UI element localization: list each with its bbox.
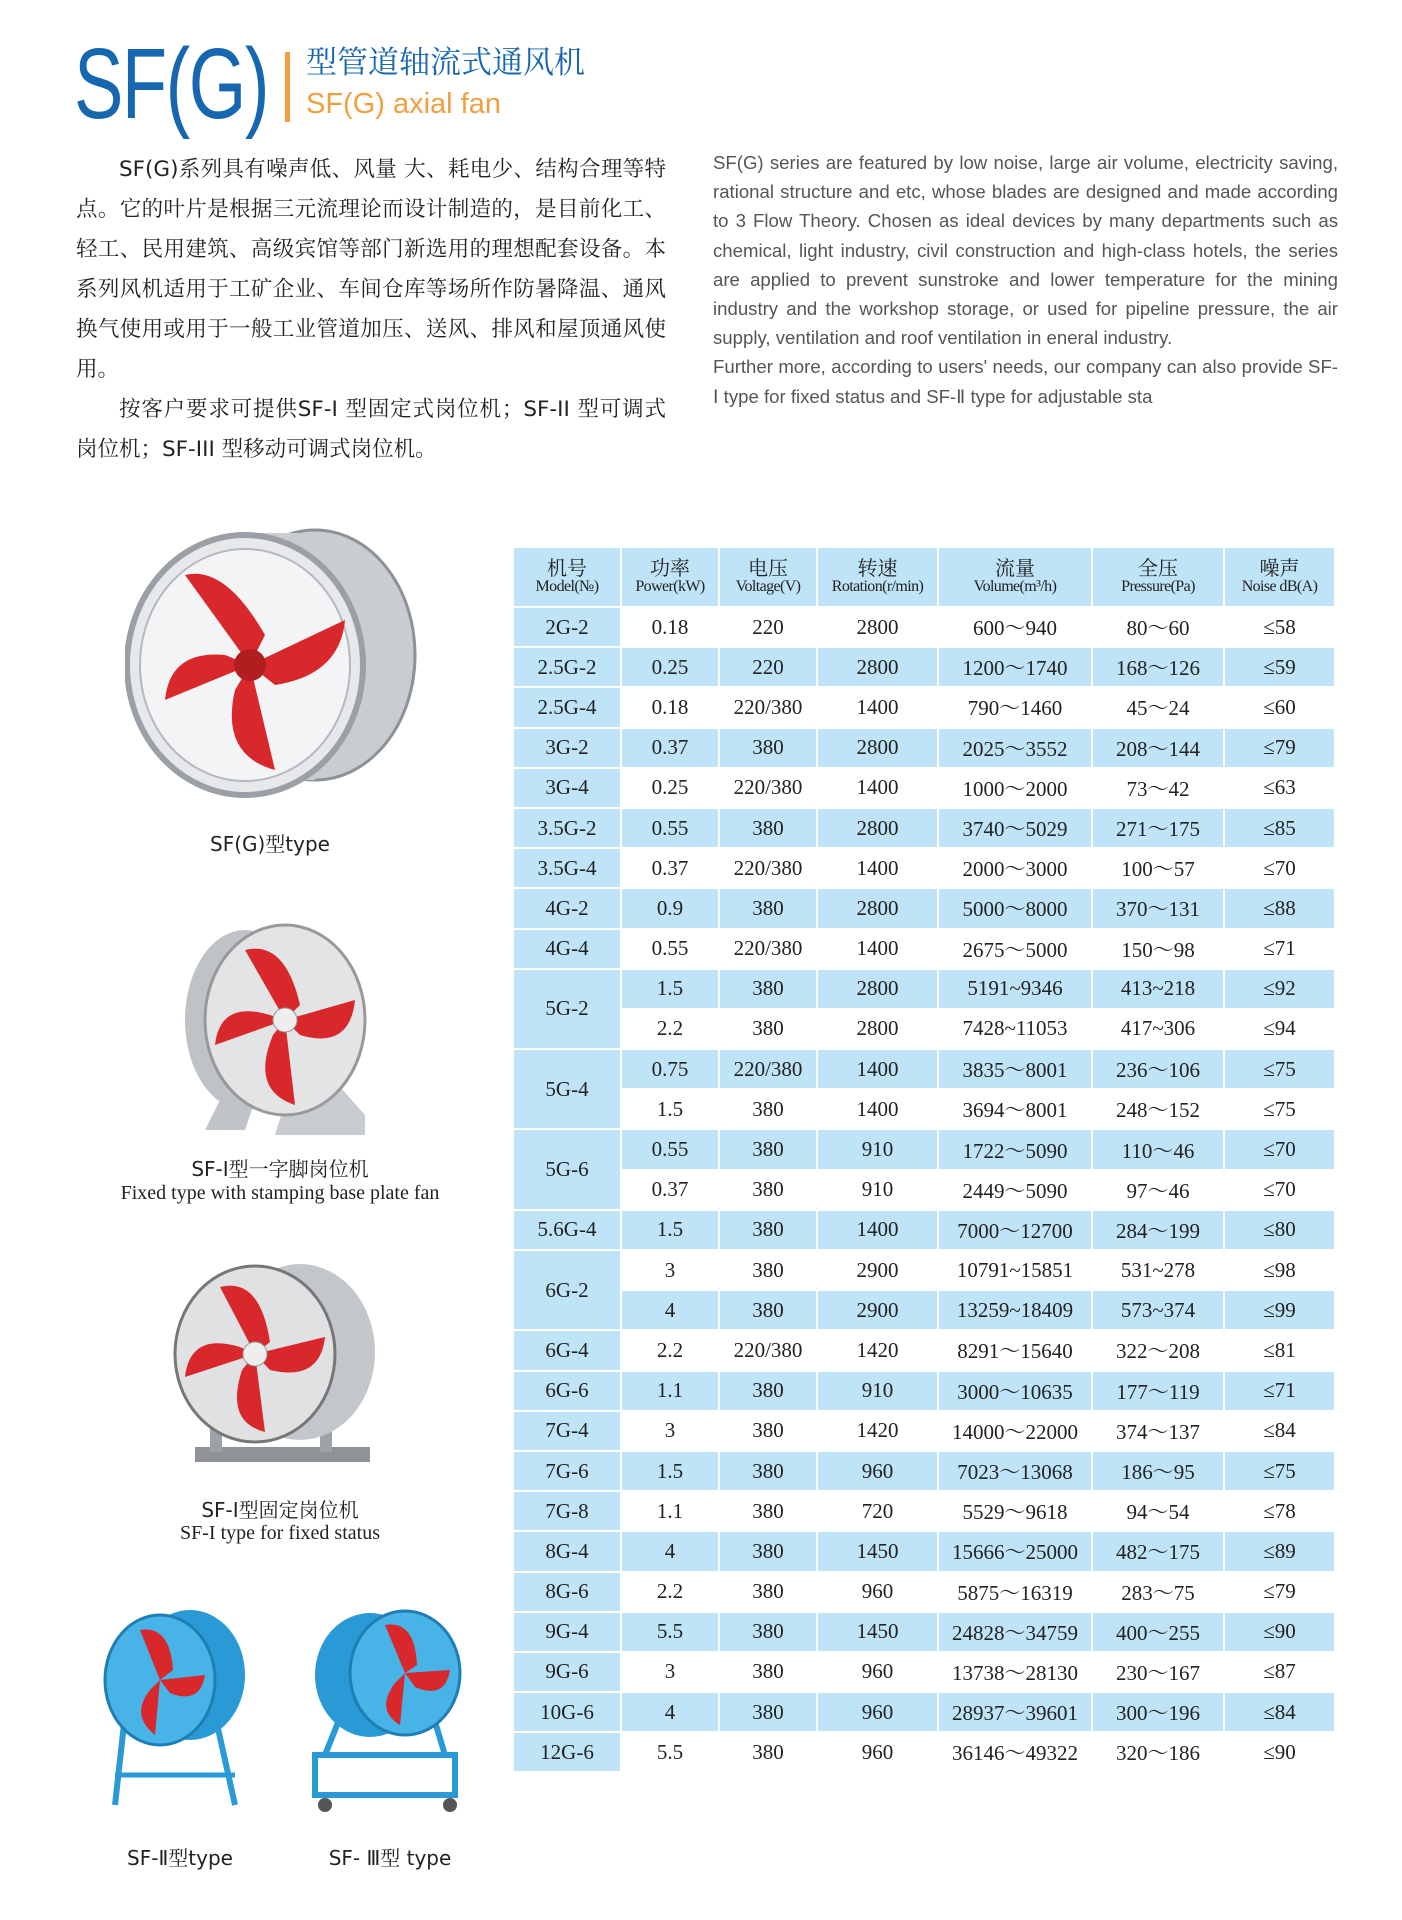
column-header xyxy=(1225,548,1334,606)
column-header-cn: 机号 xyxy=(547,556,587,581)
column-header-en: Volume(m³/h) xyxy=(973,578,1057,596)
pressure-cell: 573~374 xyxy=(1093,1291,1223,1329)
voltage-cell: 380 xyxy=(720,1693,816,1731)
table-row xyxy=(514,1412,1334,1450)
pressure-cell: 417~306 xyxy=(1120,1016,1196,1041)
table-row xyxy=(514,1573,1334,1611)
voltage-cell: 220 xyxy=(720,648,816,686)
table-row xyxy=(514,1130,1334,1168)
power-cell: 5.5 xyxy=(656,1739,684,1764)
table-row xyxy=(514,1532,1334,1570)
table-row xyxy=(514,849,1334,887)
model-cell: 8G-6 xyxy=(514,1573,620,1611)
title-divider xyxy=(285,52,290,122)
voltage-cell: 380 xyxy=(752,1579,784,1604)
volume-cell: 1200～1740 xyxy=(939,648,1091,686)
noise-cell: ≤59 xyxy=(1225,648,1334,686)
rotation-cell: 1400 xyxy=(818,1050,937,1088)
power-cell: 3 xyxy=(664,1659,676,1684)
rotation-cell: 2800 xyxy=(818,970,937,1008)
model-cell: 7G-6 xyxy=(514,1452,620,1490)
model-cell: 3G-2 xyxy=(514,729,620,767)
voltage-cell: 220/380 xyxy=(733,694,803,719)
volume-cell: 7023～13068 xyxy=(939,1452,1091,1490)
voltage-cell: 380 xyxy=(752,1177,784,1202)
sf2-fan-image xyxy=(95,1605,255,1820)
volume-cell: 14000～22000 xyxy=(952,1419,1078,1444)
pressure-cell: 370～131 xyxy=(1093,889,1223,927)
model-cell: 5.6G-4 xyxy=(514,1211,620,1249)
volume-cell: 600～940 xyxy=(973,616,1057,641)
voltage-cell: 380 xyxy=(752,1739,784,1764)
volume-cell: 5191~9346 xyxy=(939,970,1091,1008)
table-row xyxy=(514,1090,1334,1128)
noise-cell: ≤94 xyxy=(1263,1016,1296,1041)
noise-cell: ≤90 xyxy=(1225,1613,1334,1651)
column-header xyxy=(514,548,620,606)
pressure-cell: 283～75 xyxy=(1121,1580,1195,1605)
pressure-cell: 320～186 xyxy=(1116,1741,1200,1766)
column-header-en: Noise dB(A) xyxy=(1241,578,1318,596)
noise-cell: ≤75 xyxy=(1225,1050,1334,1088)
voltage-cell: 380 xyxy=(752,1498,784,1523)
voltage-cell: 220/380 xyxy=(733,1337,803,1362)
table-row xyxy=(514,608,1334,646)
power-cell: 3 xyxy=(664,1418,676,1443)
pressure-cell: 110～46 xyxy=(1093,1130,1223,1168)
pressure-cell: 322～208 xyxy=(1116,1339,1200,1364)
column-header xyxy=(622,548,718,606)
power-cell: 2.2 xyxy=(656,1016,684,1041)
rotation-cell: 960 xyxy=(818,1452,937,1490)
rotation-cell: 960 xyxy=(861,1739,894,1764)
power-cell: 0.18 xyxy=(651,694,689,719)
noise-cell: ≤88 xyxy=(1225,889,1334,927)
noise-cell: ≤84 xyxy=(1225,1693,1334,1731)
pressure-cell: 284～199 xyxy=(1093,1211,1223,1249)
rotation-cell: 1400 xyxy=(856,936,899,961)
power-cell: 0.75 xyxy=(622,1050,718,1088)
column-header-cn: 转速 xyxy=(857,556,898,581)
noise-cell: ≤71 xyxy=(1263,936,1296,961)
model-cell: 10G-6 xyxy=(514,1693,620,1731)
sf1-fixed-caption-en: SF-I type for fixed status xyxy=(180,1522,380,1544)
model-cell: 2G-2 xyxy=(514,608,620,646)
rotation-cell: 1400 xyxy=(856,775,899,800)
model-cell: 12G-6 xyxy=(514,1733,620,1771)
power-cell: 0.25 xyxy=(651,775,689,800)
pressure-cell: 45～24 xyxy=(1126,696,1190,721)
column-header-cn: 功率 xyxy=(650,556,690,581)
column-header xyxy=(1093,548,1223,606)
volume-cell: 1000～2000 xyxy=(962,776,1068,801)
volume-cell: 24828～34759 xyxy=(939,1613,1091,1651)
volume-cell: 790～1460 xyxy=(967,696,1063,721)
noise-cell: ≤87 xyxy=(1263,1659,1296,1684)
power-cell: 1.1 xyxy=(622,1372,718,1410)
noise-cell: ≤71 xyxy=(1225,1372,1334,1410)
voltage-cell: 220/380 xyxy=(733,855,803,880)
volume-cell: 36146～49322 xyxy=(952,1741,1078,1766)
pressure-cell: 80～60 xyxy=(1126,616,1190,641)
volume-cell: 7000～12700 xyxy=(939,1211,1091,1249)
rotation-cell: 2800 xyxy=(856,614,899,639)
model-cell: 6G-2 xyxy=(514,1251,620,1329)
cn-paragraph: SF(G)系列具有噪声低、风量 大、耗电少、结构合理等特点。它的叶片是根据三元流理论而设计制造的，是目前化工、轻工、民用建筑、高级宾馆等部门新选用的理想配套设备。本系列风机适用于工矿企业、车间仓库等场所作防暑降温、通风换气使用或用于一般工业管道加压、送风、排风和屋顶通风使用。 xyxy=(76,157,666,382)
rotation-cell: 1420 xyxy=(856,1418,899,1443)
noise-cell: ≤63 xyxy=(1263,775,1296,800)
power-cell: 4 xyxy=(622,1532,718,1570)
pressure-cell: 271～175 xyxy=(1093,809,1223,847)
model-cell: 7G-4 xyxy=(514,1412,620,1450)
column-header-en: Pressure(Pa) xyxy=(1121,578,1195,596)
table-row xyxy=(514,970,1334,1008)
sf1-stamp-caption-cn: SF-I型一字脚岗位机 xyxy=(191,1157,369,1181)
voltage-cell: 380 xyxy=(720,1372,816,1410)
volume-cell: 3740～5029 xyxy=(939,809,1091,847)
power-cell: 3 xyxy=(664,1257,676,1282)
sf1-fixed-caption-cn: SF-I型固定岗位机 xyxy=(201,1498,359,1522)
pressure-cell: 482～175 xyxy=(1093,1532,1223,1570)
english-title: SF(G) axial fan xyxy=(306,88,501,120)
power-cell: 0.37 xyxy=(622,729,718,767)
table-row xyxy=(514,1171,1334,1209)
rotation-cell: 2800 xyxy=(818,889,937,927)
model-cell: 5G-4 xyxy=(514,1050,620,1128)
table-row xyxy=(514,1050,1334,1088)
table-row xyxy=(514,1733,1334,1771)
table-row xyxy=(514,1452,1334,1490)
noise-cell: ≤60 xyxy=(1263,694,1296,719)
noise-cell: ≤80 xyxy=(1225,1211,1334,1249)
rotation-cell: 2900 xyxy=(818,1291,937,1329)
noise-cell: ≤58 xyxy=(1263,614,1296,639)
noise-cell: ≤78 xyxy=(1263,1498,1296,1523)
noise-cell: ≤70 xyxy=(1263,1177,1296,1202)
voltage-cell: 380 xyxy=(720,1130,816,1168)
power-cell: 0.25 xyxy=(622,648,718,686)
noise-cell: ≤70 xyxy=(1225,1130,1334,1168)
table-row xyxy=(514,930,1334,968)
pressure-cell: 100～57 xyxy=(1121,857,1195,882)
model-cell: 2.5G-4 xyxy=(514,688,620,726)
power-cell: 0.37 xyxy=(651,1177,689,1202)
table-row xyxy=(514,1331,1334,1369)
column-header-en: Power(kW) xyxy=(635,578,705,596)
table-row xyxy=(514,809,1334,847)
voltage-cell: 380 xyxy=(720,809,816,847)
volume-cell: 3000～10635 xyxy=(939,1372,1091,1410)
power-cell: 4 xyxy=(622,1693,718,1731)
noise-cell: ≤89 xyxy=(1225,1532,1334,1570)
model-cell: 4G-4 xyxy=(514,930,620,968)
table-row xyxy=(514,688,1334,726)
model-cell: 6G-4 xyxy=(514,1331,620,1369)
rotation-cell: 2800 xyxy=(818,729,937,767)
volume-cell: 2675～5000 xyxy=(962,937,1068,962)
model-cell: 9G-6 xyxy=(514,1653,620,1691)
column-header-en: Rotation(r/min) xyxy=(831,578,924,596)
voltage-cell: 220/380 xyxy=(733,775,803,800)
model-cell: 3.5G-4 xyxy=(514,849,620,887)
model-cell: 3.5G-2 xyxy=(514,809,620,847)
volume-cell: 2000～3000 xyxy=(962,857,1068,882)
voltage-cell: 380 xyxy=(752,1418,784,1443)
volume-cell: 5000～8000 xyxy=(939,889,1091,927)
volume-cell: 5529～9618 xyxy=(962,1500,1068,1525)
rotation-cell: 910 xyxy=(818,1372,937,1410)
power-cell: 2.2 xyxy=(656,1337,684,1362)
column-header xyxy=(939,548,1091,606)
noise-cell: ≤90 xyxy=(1263,1739,1296,1764)
rotation-cell: 1400 xyxy=(856,855,899,880)
noise-cell: ≤79 xyxy=(1263,1579,1296,1604)
rotation-cell: 1400 xyxy=(818,1211,937,1249)
column-header-cn: 电压 xyxy=(748,556,788,581)
column-header-cn: 流量 xyxy=(995,556,1035,581)
rotation-cell: 1420 xyxy=(856,1337,899,1362)
column-header xyxy=(818,548,937,606)
model-cell: 8G-4 xyxy=(514,1532,620,1570)
model-cell: 5G-6 xyxy=(514,1130,620,1208)
sf3-caption: SF- Ⅲ型 type xyxy=(328,1846,452,1870)
column-header-cn: 全压 xyxy=(1138,556,1178,581)
pressure-cell: 168～126 xyxy=(1093,648,1223,686)
power-cell: 1.5 xyxy=(622,1452,718,1490)
rotation-cell: 2800 xyxy=(818,809,937,847)
model-cell: 3G-4 xyxy=(514,769,620,807)
rotation-cell: 720 xyxy=(861,1498,894,1523)
volume-cell: 15666～25000 xyxy=(939,1532,1091,1570)
power-cell: 1.1 xyxy=(656,1498,684,1523)
sfg-caption: SF(G)型type xyxy=(210,832,330,856)
noise-cell: ≤98 xyxy=(1263,1257,1296,1282)
noise-cell: ≤75 xyxy=(1225,1452,1334,1490)
column-header-cn: 噪声 xyxy=(1259,556,1300,581)
voltage-cell: 380 xyxy=(720,1452,816,1490)
pressure-cell: 400～255 xyxy=(1093,1613,1223,1651)
volume-cell: 3694～8001 xyxy=(962,1098,1068,1123)
table-row xyxy=(514,1653,1334,1691)
pressure-cell: 230～167 xyxy=(1116,1660,1200,1685)
voltage-cell: 380 xyxy=(752,1659,784,1684)
power-cell: 1.5 xyxy=(622,970,718,1008)
rotation-cell: 1450 xyxy=(818,1532,937,1570)
voltage-cell: 380 xyxy=(752,1016,784,1041)
sf1-fixed-fan-image xyxy=(170,1262,390,1477)
model-cell: 4G-2 xyxy=(514,889,620,927)
rotation-cell: 2800 xyxy=(856,1016,899,1041)
table-row xyxy=(514,769,1334,807)
column-header-en: Voltage(V) xyxy=(735,578,801,596)
model-cell: 6G-6 xyxy=(514,1372,620,1410)
noise-cell: ≤81 xyxy=(1263,1337,1296,1362)
voltage-cell: 380 xyxy=(720,1291,816,1329)
pressure-cell: 208～144 xyxy=(1093,729,1223,767)
pressure-cell: 150～98 xyxy=(1121,937,1195,962)
pressure-cell: 94～54 xyxy=(1126,1500,1190,1525)
model-cell: 5G-2 xyxy=(514,970,620,1048)
pressure-cell: 531~278 xyxy=(1120,1257,1196,1282)
power-cell: 0.18 xyxy=(651,614,689,639)
pressure-cell: 413~218 xyxy=(1093,970,1223,1008)
rotation-cell: 1450 xyxy=(818,1613,937,1651)
en-paragraph: SF(G) series are featured by low noise, large air volume, electricity saving, rational structure and etc, whose blades are designed and made according to 3 Flow Theory. Chosen as ideal devices by many departments such as chemical, light industry, civil construction and high-class hotels, the series are applied to prevent sunstroke and lower temperature for the mining industry and the workshop storage, or used for pipeline pressure, the air supply, ventilation and roof ventilation in eneral industry. xyxy=(713,152,1338,349)
pressure-cell: 300～196 xyxy=(1093,1693,1223,1731)
power-cell: 1.5 xyxy=(622,1211,718,1249)
rotation-cell: 1400 xyxy=(856,694,899,719)
noise-cell: ≤85 xyxy=(1225,809,1334,847)
brand-title: SF(G) xyxy=(74,28,269,140)
voltage-cell: 380 xyxy=(720,1211,816,1249)
sf1-stamp-caption-en: Fixed type with stamping base plate fan xyxy=(120,1182,440,1204)
volume-cell: 2449～5090 xyxy=(962,1178,1068,1203)
volume-cell: 3835～8001 xyxy=(939,1050,1091,1088)
volume-cell: 2025～3552 xyxy=(939,729,1091,767)
chinese-title: 型管道轴流式通风机 xyxy=(306,45,585,81)
voltage-cell: 380 xyxy=(720,970,816,1008)
noise-cell: ≤75 xyxy=(1263,1096,1296,1121)
voltage-cell: 380 xyxy=(720,1613,816,1651)
english-description xyxy=(713,148,1338,411)
table-row xyxy=(514,729,1334,767)
power-cell: 4 xyxy=(622,1291,718,1329)
pressure-cell: 236～106 xyxy=(1093,1050,1223,1088)
table-row xyxy=(514,1693,1334,1731)
volume-cell: 10791~15851 xyxy=(956,1257,1074,1282)
rotation-cell: 960 xyxy=(818,1693,937,1731)
column-header xyxy=(720,548,816,606)
model-cell: 2.5G-2 xyxy=(514,648,620,686)
volume-cell: 13259~18409 xyxy=(939,1291,1091,1329)
rotation-cell: 960 xyxy=(861,1579,894,1604)
sfg-fan-image xyxy=(125,525,435,805)
volume-cell: 1722～5090 xyxy=(939,1130,1091,1168)
table-row xyxy=(514,1211,1334,1249)
pressure-cell: 374～137 xyxy=(1116,1419,1200,1444)
chinese-description xyxy=(76,150,666,470)
table-row xyxy=(514,1372,1334,1410)
power-cell: 2.2 xyxy=(656,1579,684,1604)
rotation-cell: 2800 xyxy=(818,648,937,686)
table-row xyxy=(514,889,1334,927)
table-row xyxy=(514,1291,1334,1329)
table-header-row xyxy=(514,548,1334,606)
rotation-cell: 1400 xyxy=(856,1096,899,1121)
noise-cell: ≤84 xyxy=(1263,1418,1296,1443)
table-body xyxy=(514,608,1334,1771)
volume-cell: 8291～15640 xyxy=(957,1339,1073,1364)
table-row xyxy=(514,1251,1334,1289)
model-cell: 7G-8 xyxy=(514,1492,620,1530)
rotation-cell: 960 xyxy=(861,1659,894,1684)
table-row xyxy=(514,1492,1334,1530)
pressure-cell: 73～42 xyxy=(1126,776,1190,801)
model-cell: 9G-4 xyxy=(514,1613,620,1651)
volume-cell: 7428~11053 xyxy=(962,1016,1068,1041)
pressure-cell: 248～152 xyxy=(1116,1098,1200,1123)
power-cell: 0.55 xyxy=(651,936,689,961)
table-row xyxy=(514,648,1334,686)
noise-cell: ≤79 xyxy=(1225,729,1334,767)
power-cell: 0.55 xyxy=(622,809,718,847)
table-row xyxy=(514,1613,1334,1651)
pressure-cell: 186～95 xyxy=(1093,1452,1223,1490)
noise-cell: ≤92 xyxy=(1225,970,1334,1008)
pressure-cell: 97～46 xyxy=(1126,1178,1190,1203)
power-cell: 5.5 xyxy=(622,1613,718,1651)
voltage-cell: 220/380 xyxy=(733,936,803,961)
volume-cell: 5875～16319 xyxy=(957,1580,1073,1605)
voltage-cell: 380 xyxy=(720,729,816,767)
cn-paragraph: 按客户要求可提供SF-I 型固定式岗位机；SF-II 型可调式岗位机；SF-III 型移动可调式岗位机。 xyxy=(76,397,666,462)
power-cell: 0.37 xyxy=(651,855,689,880)
sf2-caption: SF-Ⅱ型type xyxy=(127,1846,233,1870)
voltage-cell: 380 xyxy=(752,1096,784,1121)
sf1-stamp-fan-image xyxy=(175,920,385,1145)
voltage-cell: 220 xyxy=(752,614,784,639)
spec-table xyxy=(512,546,1336,1773)
sf3-fan-image xyxy=(305,1605,470,1820)
noise-cell: ≤99 xyxy=(1225,1291,1334,1329)
volume-cell: 28937～39601 xyxy=(939,1693,1091,1731)
voltage-cell: 380 xyxy=(720,889,816,927)
rotation-cell: 910 xyxy=(861,1177,894,1202)
power-cell: 0.9 xyxy=(622,889,718,927)
en-paragraph: Further more, according to users' needs, our company can also provide SF-Ⅰ type for fixed status and SF-Ⅱ type for adjustable sta xyxy=(713,356,1338,407)
voltage-cell: 220/380 xyxy=(720,1050,816,1088)
voltage-cell: 380 xyxy=(752,1257,784,1282)
rotation-cell: 910 xyxy=(818,1130,937,1168)
rotation-cell: 2900 xyxy=(856,1257,899,1282)
column-header-en: Model(№) xyxy=(535,578,599,596)
power-cell: 0.55 xyxy=(622,1130,718,1168)
noise-cell: ≤70 xyxy=(1263,855,1296,880)
volume-cell: 13738～28130 xyxy=(952,1660,1078,1685)
voltage-cell: 380 xyxy=(720,1532,816,1570)
pressure-cell: 177～119 xyxy=(1093,1372,1223,1410)
power-cell: 1.5 xyxy=(656,1096,684,1121)
table-row xyxy=(514,1010,1334,1048)
